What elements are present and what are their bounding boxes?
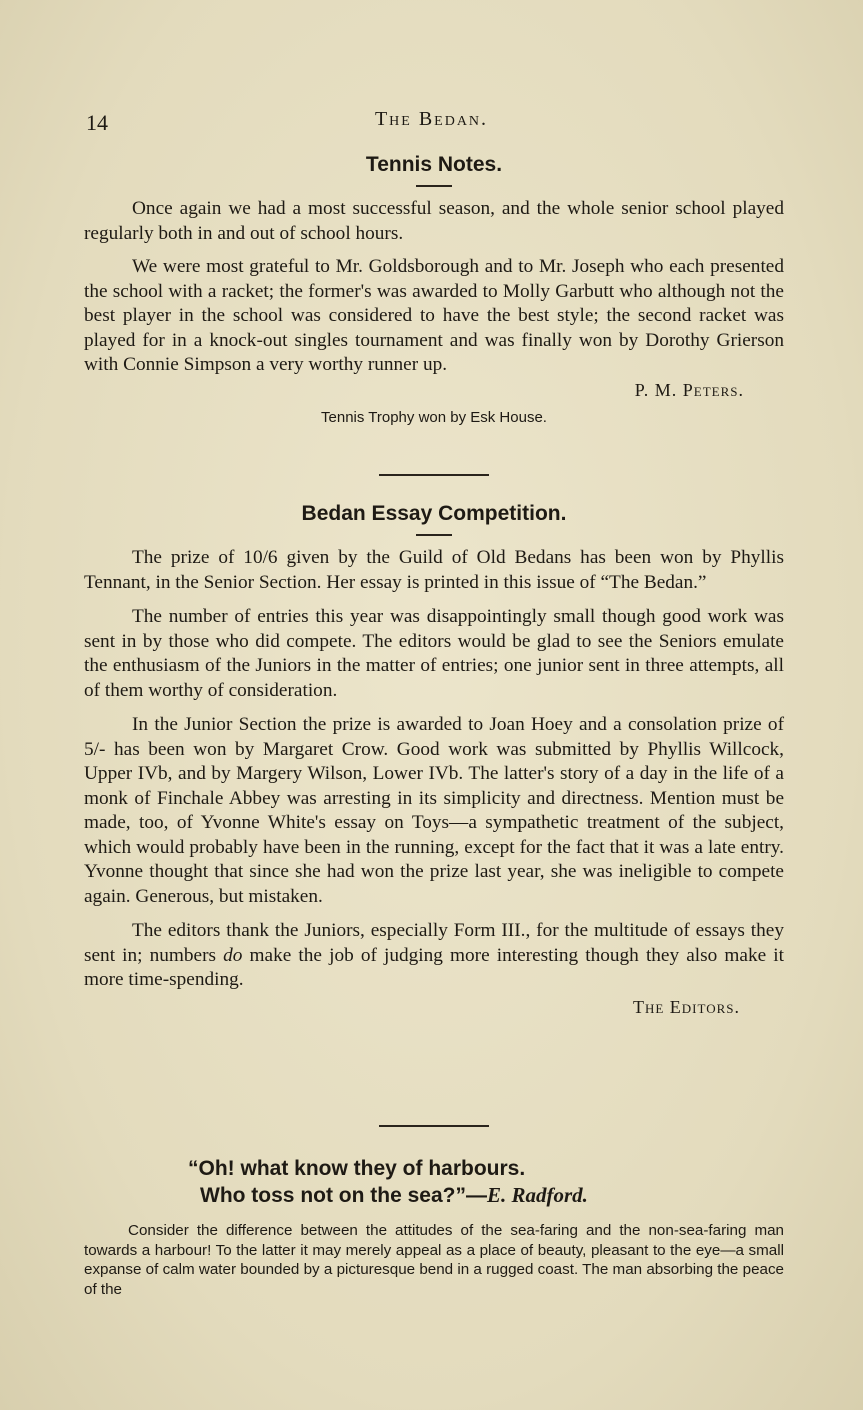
quote-line-1: “Oh! what know they of harbours. <box>188 1157 526 1180</box>
quote-author: E. Radford. <box>487 1183 588 1207</box>
page-header <box>86 110 777 140</box>
essay-section <box>84 502 784 1018</box>
essay-title: Bedan Essay Competition. <box>301 502 567 525</box>
tennis-signature: P. M. Peters. <box>634 379 744 400</box>
title-rule <box>416 185 452 187</box>
title-rule <box>416 534 452 536</box>
tennis-paragraph-2: We were most grateful to Mr. Goldsborough and to Mr. Joseph who each presented the school with a racket; the former's was awarded to Molly Garbutt who although not the best player in the school was considered to have the best style; the second racket was played for in a knock-out singles tournament and was finally won by Dorothy Grierson with Connie Simpson a very worthy runner up. <box>84 256 784 375</box>
tennis-section <box>84 153 784 426</box>
page-number: 14 <box>86 110 108 135</box>
essay-paragraph-4: The editors thank the Juniors, especially Form III., for the multitude of essays they sent in; numbers do make the job of judging more interesting though they also make it more time-spending. <box>84 920 784 990</box>
harbour-paragraph: Consider the difference between the attitudes of the sea-faring and the non-sea-faring man towards a harbour! To the latter it may merely appeal as a place of beauty, pleasant to the eye—a small expanse of calm water bounded by a picturesque bend in a rugged coast. The man absorbing the peace of the <box>84 1222 784 1298</box>
essay-paragraph-2: The number of entries this year was disappointingly small though good work was sent in by those who did compete. The editors would be glad to see the Seniors emulate the enthusiasm of the Juniors in the matter of entries; one junior sent in three attempts, all of them worthy of consideration. <box>84 606 784 701</box>
essay-signature: The Editors. <box>632 996 740 1017</box>
running-title: The Bedan. <box>374 108 489 130</box>
tennis-trophy-note: Tennis Trophy won by Esk House. <box>321 408 547 426</box>
harbour-section <box>84 1155 784 1299</box>
essay-paragraph-1: The prize of 10/6 given by the Guild of Old Bedans has been won by Phyllis Tennant, in the Senior Section. Her essay is printed in this issue of “The Bedan.” <box>84 547 784 593</box>
harbour-quote <box>84 1155 784 1209</box>
essay-paragraph-3: In the Junior Section the prize is awarded to Joan Hoey and a consolation prize of 5/- has been won by Margaret Crow. Good work was submitted by Phyllis Willcock, Upper IVb, and by Margery Wilson, Lower IVb. The latter's story of a day in the life of a monk of Finchale Abbey was arresting in its simplicity and directness. Mention must be made, too, of Yvonne White's essay on Toys—a sympathetic treatment of the subject, which would probably have been in the running, except for the fact that it was a late entry. Yvonne thought that since she had won the prize last year, she was ineligible to compete again. Generous, but mistaken. <box>84 714 784 907</box>
section-divider-2 <box>84 1125 784 1127</box>
tennis-title: Tennis Notes. <box>365 153 503 176</box>
quote-line-2: Who toss not on the sea?”—E. Radford. <box>200 1183 588 1207</box>
section-divider-1 <box>84 474 784 476</box>
tennis-paragraph-1: Once again we had a most successful season, and the whole senior school played regularly both in and out of school hours. <box>84 198 784 244</box>
